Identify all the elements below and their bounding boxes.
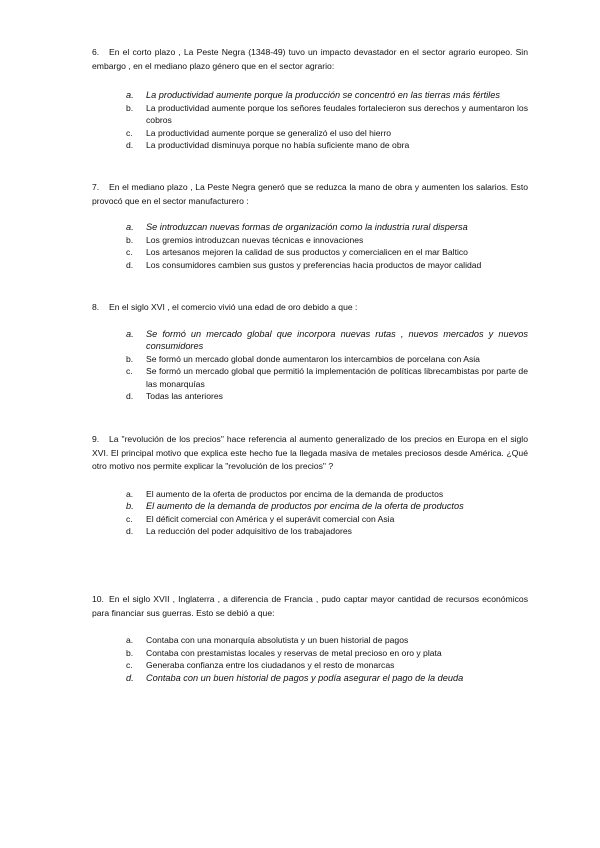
question-number: 6. xyxy=(92,47,100,57)
question-10 xyxy=(92,593,528,684)
option-letter: b. xyxy=(126,501,134,511)
option-d xyxy=(126,525,528,538)
option-text: Los gremios introduzcan nuevas técnicas e innovaciones xyxy=(146,234,364,245)
option-text: Se introduzcan nuevas formas de organización como la industria rural dispersa xyxy=(146,222,468,232)
option-text: La productividad aumente porque la producción se concentró en las tierras más fértiles xyxy=(146,90,500,100)
option-text: Contaba con prestamistas locales y reservas de metal precioso en oro y plata xyxy=(146,647,442,658)
option-text: El aumento de la oferta de productos por encima de la demanda de productos xyxy=(146,488,444,499)
option-c xyxy=(126,365,528,390)
option-text: El déficit comercial con América y el superávit comercial con Asia xyxy=(146,513,395,524)
option-text: La productividad aumente porque los señores feudales fortalecieron sus derechos y aumentaron los cobros xyxy=(146,102,528,125)
question-stem xyxy=(92,593,528,620)
option-text: Los artesanos mejoren la calidad de sus productos y comercialicen en el mar Baltico xyxy=(146,247,468,257)
question-text: En el corto plazo , La Peste Negra (1348-49) tuvo un impacto devastador en el sector agrario europeo. Sin embargo , en el mediano plazo género que en el sector agrario: xyxy=(92,47,528,71)
question-text: En el siglo XVII , Inglaterra , a diferencia de Francia , pudo captar mayor cantidad de recursos económicos para financiar sus guerras. Esto se debió a que: xyxy=(92,594,528,618)
option-letter: a. xyxy=(126,90,134,100)
option-letter: d. xyxy=(126,259,134,270)
option-letter: c. xyxy=(126,127,133,138)
option-text: Contaba con una monarquía absolutista y un buen historial de pagos xyxy=(146,635,409,645)
question-number: 8. xyxy=(92,302,100,312)
option-c xyxy=(126,127,528,140)
question-7 xyxy=(92,181,528,271)
option-a xyxy=(126,89,528,102)
question-number: 9. xyxy=(92,434,100,444)
question-stem xyxy=(92,301,528,315)
option-letter: c. xyxy=(126,660,133,670)
option-letter: c. xyxy=(126,513,133,524)
option-d xyxy=(126,672,528,685)
options-list xyxy=(126,634,528,684)
option-text: Se formó un mercado global que incorpora nuevas rutas , nuevos mercados y nuevos consumidores xyxy=(146,328,528,351)
options-list xyxy=(126,488,528,538)
option-c xyxy=(126,513,528,526)
option-letter: d. xyxy=(126,526,134,536)
option-text: Contaba con un buen historial de pagos y podía asegurar el pago de la deuda xyxy=(146,672,464,683)
option-letter: a. xyxy=(126,488,134,499)
option-b xyxy=(126,353,528,366)
question-number: 10. xyxy=(92,594,104,604)
question-stem xyxy=(92,46,528,73)
option-text: La productividad aumente porque se generalizó el uso del hierro xyxy=(146,127,392,138)
option-letter: a. xyxy=(126,328,134,339)
option-letter: b. xyxy=(126,102,134,113)
option-text: Los consumidores cambien sus gustos y preferencias hacia productos de mayor calidad xyxy=(146,259,482,270)
option-d xyxy=(126,259,528,272)
question-number: 7. xyxy=(92,182,100,192)
question-text: En el siglo XVI , el comercio vivió una edad de oro debido a que : xyxy=(109,302,358,312)
options-list xyxy=(126,328,528,403)
option-letter: b. xyxy=(126,647,134,658)
option-text: El aumento de la demanda de productos por encima de la oferta de productos xyxy=(146,501,464,511)
option-text: Se formó un mercado global donde aumentaron los intercambios de porcelana con Asia xyxy=(146,353,480,364)
options-list xyxy=(126,89,528,152)
option-b xyxy=(126,234,528,247)
option-letter: a. xyxy=(126,222,134,232)
question-stem xyxy=(92,433,528,474)
question-stem xyxy=(92,181,528,208)
option-text: Generaba confianza entre los ciudadanos y el resto de monarcas xyxy=(146,660,395,670)
option-text: Se formó un mercado global que permitió la implementación de políticas librecambistas por parte de las monarquías xyxy=(146,366,528,389)
option-a xyxy=(126,221,528,234)
option-b xyxy=(126,500,528,513)
option-a xyxy=(126,328,528,353)
option-b xyxy=(126,647,528,660)
option-letter: b. xyxy=(126,353,134,364)
option-letter: b. xyxy=(126,234,134,245)
option-d xyxy=(126,390,528,403)
question-8 xyxy=(92,301,528,403)
option-letter: d. xyxy=(126,672,134,683)
option-letter: c. xyxy=(126,247,133,257)
option-text: Todas las anteriores xyxy=(146,391,223,401)
option-text: La reducción del poder adquisitivo de los trabajadores xyxy=(146,526,352,536)
option-c xyxy=(126,246,528,259)
question-text: En el mediano plazo , La Peste Negra generó que se reduzca la mano de obra y aumenten los salarios. Esto provocó que en el sector manufacturero : xyxy=(92,182,528,206)
question-6 xyxy=(92,46,528,152)
option-b xyxy=(126,102,528,127)
option-a xyxy=(126,634,528,647)
option-letter: a. xyxy=(126,635,134,645)
option-a xyxy=(126,488,528,501)
options-list xyxy=(126,221,528,271)
option-letter: d. xyxy=(126,391,134,401)
option-d xyxy=(126,139,528,152)
option-letter: d. xyxy=(126,140,134,150)
question-9 xyxy=(92,433,528,538)
option-letter: c. xyxy=(126,366,133,376)
option-c xyxy=(126,659,528,672)
question-text: La "revolución de los precios" hace referencia al aumento generalizado de los precios en Europa en el siglo XVI. El principal motivo que explica este hecho fue la llegada masiva de metales preciosos desde América. ¿Qué otro motivo nos permite explicar la "revolución de los precios" ? xyxy=(92,434,528,471)
option-text: La productividad disminuya porque no había suficiente mano de obra xyxy=(146,140,410,150)
